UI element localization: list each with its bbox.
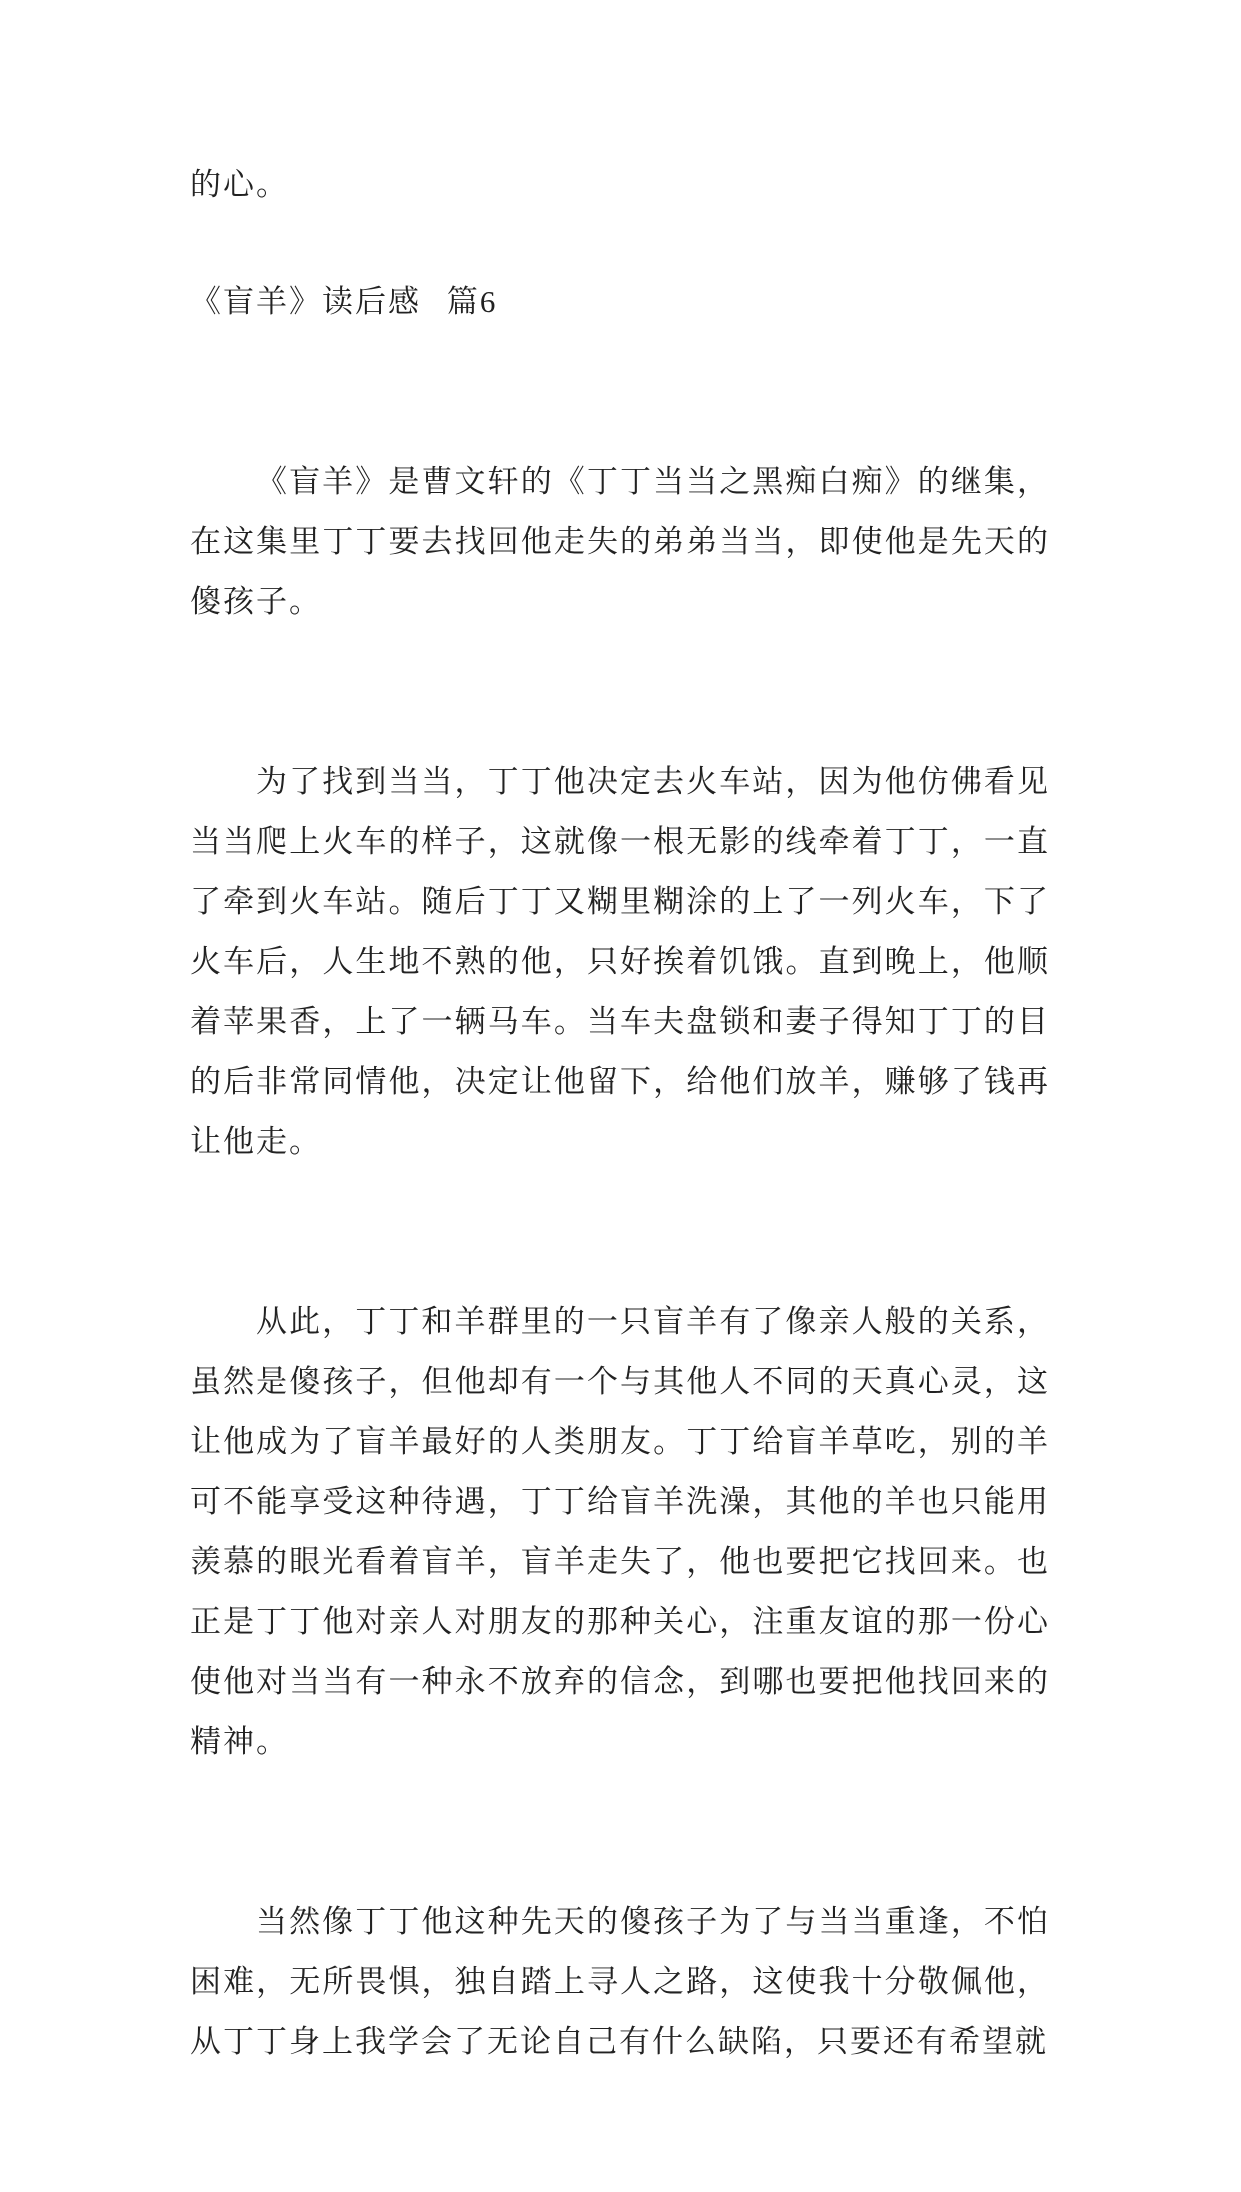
article-body	[190, 332, 1050, 2192]
section-label: 篇	[446, 284, 480, 320]
paragraph: 当然像丁丁他这种先天的傻孩子为了与当当重逢，不怕困难，无所畏惧，独自踏上寻人之路，这使我十分敬佩他，从丁丁身上我学会了无论自己有什么缺陷，只要还有希望就	[190, 1904, 1050, 2060]
section-number: 6	[479, 284, 498, 319]
continuation-text: 的心。	[190, 167, 289, 203]
paragraph: 从此，丁丁和羊群里的一只盲羊有了像亲人般的关系，虽然是傻孩子，但他却有一个与其他人不同的天真心灵，这让他成为了盲羊最好的人类朋友。丁丁给盲羊草吃，别的羊可不能享受这种待遇，丁丁给盲羊洗澡，其他的羊也只能用羡慕的眼光看着盲羊，盲羊走失了，他也要把它找回来。也正是丁丁他对亲人对朋友的那种关心，注重友谊的那一份心使他对当当有一种永不放弃的信念，到哪也要把他找回来的精神。	[190, 1304, 1050, 1760]
paragraph: 《盲羊》是曹文轩的《丁丁当当之黑痴白痴》的继集，在这集里丁丁要去找回他走失的弟弟当当，即使他是先天的傻孩子。	[190, 464, 1050, 620]
paragraph: 为了找到当当，丁丁他决定去火车站，因为他仿佛看见当当爬上火车的样子，这就像一根无影的线牵着丁丁，一直了牵到火车站。随后丁丁又糊里糊涂的上了一列火车，下了火车后，人生地不熟的他，只好挨着饥饿。直到晚上，他顺着苹果香，上了一辆马车。当车夫盘锁和妻子得知丁丁的目的后非常同情他，决定让他留下，给他们放羊，赚够了钱再让他走。	[190, 764, 1050, 1160]
section-heading	[190, 272, 497, 332]
section-title: 《盲羊》读后感	[190, 284, 421, 320]
